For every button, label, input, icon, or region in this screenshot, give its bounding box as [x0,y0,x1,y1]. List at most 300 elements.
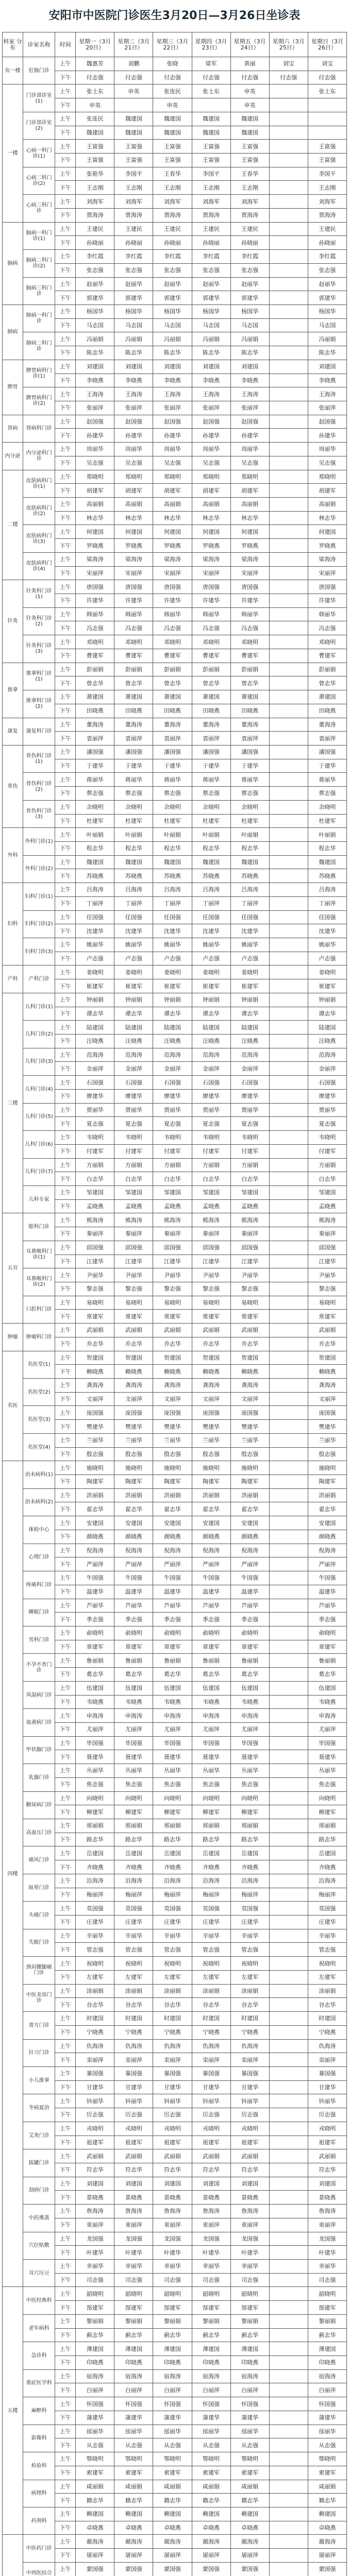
doctor-cell: 杨国华 [153,304,192,318]
time-cell: 上午 [55,1957,76,1971]
doctor-cell: 汪晓燕 [153,1035,192,1048]
doctor-cell: 宋丽萍 [114,566,153,580]
doctor-cell: 丛丽华 [153,1764,192,1778]
doctor-cell [269,841,308,855]
header-day-thu: 星期四（3月23日） [192,32,230,57]
doctor-cell: 尤丽萍 [230,1722,269,1736]
doctor-cell: 石国强 [76,1076,114,1090]
table-row [3,2149,347,2163]
time-cell: 上午 [55,828,76,842]
time-cell: 上午 [55,1654,76,1668]
doctor-cell: 杨国华 [192,304,230,318]
doctor-cell [269,1502,308,1516]
doctor-cell: 熊海涛 [76,1213,114,1227]
doctor-cell [269,498,308,512]
doctor-cell: 姚丽华 [308,938,346,952]
doctor-cell: 谭志华 [76,1007,114,1021]
dept-cell: 肾病 [3,415,23,442]
doctor-cell: 赵国强 [76,415,114,429]
doctor-cell: 从志强 [230,2438,269,2452]
doctor-cell: 黎丽娟 [76,2314,114,2328]
doctor-cell: 庄建华 [192,1916,230,1929]
time-cell: 上午 [55,2287,76,2301]
doctor-cell: 时建国 [114,2012,153,2026]
doctor-cell: 林志华 [153,511,192,525]
doctor-cell: 芦丽华 [114,1599,153,1613]
doctor-cell: 蒙国强 [114,2562,153,2576]
doctor-cell: 王志刚 [153,181,192,195]
doctor-cell: 文丽萍 [153,1392,192,1406]
doctor-cell: 邰丽华 [192,2425,230,2438]
doctor-cell: 鲁丽娟 [308,1654,346,1668]
table-row [3,580,347,594]
table-row [3,2452,347,2466]
doctor-cell: 龙国强 [230,2232,269,2246]
doctor-cell: 王海涛 [76,387,114,401]
doctor-cell: 倪海涛 [153,1544,192,1557]
doctor-cell: 江建华 [308,1255,346,1268]
clinic-cell: 治未病科(2) [23,1488,55,1516]
time-cell: 上午 [55,2397,76,2411]
table-row [3,1846,347,1860]
doctor-cell: 杨国华 [308,304,346,318]
time-cell: 下午 [55,1916,76,1929]
time-cell: 上午 [55,580,76,594]
doctor-cell: 邢丽娟 [76,1819,114,1833]
table-row [3,1185,347,1199]
doctor-cell: 田晓燕 [308,704,346,718]
time-cell: 下午 [55,1777,76,1791]
clinic-cell: 皮肤病科门诊(2) [23,498,55,525]
doctor-cell: 柳建军 [230,1805,269,1819]
doctor-cell [269,910,308,924]
doctor-cell: 白丽萍 [230,2383,269,2397]
clinic-cell: 疼痛科门诊 [23,1571,55,1599]
doctor-cell: 夏志强 [114,1117,153,1131]
time-cell: 上午 [55,1929,76,1943]
doctor-cell: 杜建军 [192,814,230,828]
table-row [3,2205,347,2218]
doctor-cell [308,98,346,112]
doctor-cell [269,2177,308,2191]
doctor-cell: 魏建国 [153,112,192,126]
doctor-cell: 吕海涛 [230,883,269,897]
dept-cell: 五楼 [3,2287,23,2535]
table-row [3,1076,347,1090]
doctor-cell: 刘宝 [308,57,346,71]
doctor-cell: 司志强 [192,2273,230,2287]
doctor-cell: 魏建国 [192,112,230,126]
doctor-cell: 焦志强 [230,1777,269,1791]
time-cell: 上午 [55,2480,76,2494]
doctor-cell [269,2218,308,2232]
doctor-cell: 安建国 [192,1516,230,1530]
clinic-cell: 脑病三科门诊 [23,277,55,304]
doctor-cell: 时建国 [230,2012,269,2026]
time-cell: 上午 [55,498,76,512]
doctor-cell [269,181,308,195]
doctor-cell: 贺建国 [114,1351,153,1365]
doctor-cell: 熊海涛 [230,1213,269,1227]
clinic-cell: 中医药门诊 [23,2535,55,2562]
doctor-cell: 芦丽华 [192,1599,230,1613]
doctor-cell: 周丽华 [76,443,114,456]
doctor-cell: 任国强 [114,910,153,924]
doctor-cell: 孙晓丽 [76,236,114,250]
doctor-cell [269,1777,308,1791]
doctor-cell: 俞晓明 [153,1626,192,1640]
doctor-cell: 龚海涛 [114,1379,153,1393]
table-row [3,304,347,318]
time-cell: 上午 [55,690,76,704]
doctor-cell: 樊建华 [114,1420,153,1434]
doctor-cell: 贾丽华 [230,1103,269,1117]
doctor-cell: 岳建国 [114,1846,153,1860]
doctor-cell [269,1144,308,1158]
doctor-cell: 邱国强 [308,1241,346,1255]
clinic-cell: 儿科专家 [23,1185,55,1213]
doctor-cell [269,1709,308,1723]
doctor-cell: 陈志华 [308,346,346,360]
doctor-cell: 沿海涛 [114,1874,153,1888]
doctor-cell [269,1213,308,1227]
doctor-cell: 祝晓明 [230,1957,269,1971]
time-cell: 下午 [55,1833,76,1846]
doctor-cell: 季志强 [76,1613,114,1626]
doctor-cell [269,690,308,704]
doctor-cell: 林志华 [230,511,269,525]
time-cell: 下午 [55,1860,76,1874]
doctor-cell: 沈建华 [153,924,192,938]
time-cell: 下午 [55,1750,76,1764]
doctor-cell: 胡建军 [114,484,153,498]
doctor-cell: 姜晓明 [153,965,192,979]
doctor-cell: 祖建军 [192,2136,230,2149]
doctor-cell [269,1337,308,1351]
doctor-cell: 王春华 [153,167,192,181]
doctor-cell: 袁丽萍 [114,732,153,745]
doctor-cell: 幸丽华 [308,2260,346,2274]
time-cell: 下午 [55,1557,76,1571]
doctor-cell: 岳建国 [153,1846,192,1860]
doctor-cell: 黎丽娟 [192,2314,230,2328]
doctor-cell: 唐国强 [76,580,114,594]
doctor-cell: 屠丽萍 [308,2549,346,2563]
doctor-cell: 廖建华 [114,1089,153,1103]
doctor-cell: 郑晓明 [76,470,114,484]
doctor-cell: 方丽娟 [192,1158,230,1172]
doctor-cell: 厉志强 [153,2108,192,2122]
clinic-cell: 颈肩腰腿痛门诊 [23,1957,55,1984]
doctor-cell: 蔡志强 [76,787,114,801]
doctor-cell: 厉志强 [308,2108,346,2122]
clinic-cell: 肺病二科门诊 [23,332,55,360]
doctor-cell: 刘海军 [230,195,269,209]
doctor-cell: 景晓燕 [308,2191,346,2205]
doctor-cell: 屠丽萍 [76,2549,114,2563]
doctor-cell: 钟丽娟 [153,993,192,1007]
doctor-cell [269,1943,308,1957]
doctor-cell: 陈志华 [76,346,114,360]
doctor-cell: 乔志华 [153,1337,192,1351]
doctor-cell: 贾海涛 [76,208,114,222]
clinic-cell: 皮肤病科门诊(3) [23,525,55,552]
doctor-cell: 江建华 [192,1255,230,1268]
doctor-cell: 章建军 [76,1640,114,1654]
doctor-cell: 贺建国 [153,1351,192,1365]
doctor-cell: 于建华 [114,759,153,773]
time-cell: 下午 [55,291,76,305]
time-cell: 下午 [55,539,76,553]
doctor-cell: 蒙国强 [153,2562,192,2576]
header-day-fri: 星期五（3月24日） [230,32,269,57]
doctor-cell: 赵国强 [114,415,153,429]
doctor-cell: 景晓燕 [114,2191,153,2205]
doctor-cell: 赵丽华 [230,277,269,291]
doctor-cell: 季志强 [308,1613,346,1626]
doctor-cell: 钟丽娟 [308,993,346,1007]
doctor-cell: 王海涛 [153,387,192,401]
doctor-cell [269,2080,308,2094]
doctor-cell: 田晓燕 [114,704,153,718]
doctor-cell: 白志华 [76,1172,114,1186]
doctor-cell: 吴志强 [230,456,269,470]
doctor-cell: 尤丽萍 [114,1722,153,1736]
doctor-cell [114,98,153,112]
doctor-cell: 牛国强 [153,1571,192,1585]
clinic-cell: 肾病科门诊 [23,415,55,442]
doctor-cell [269,1351,308,1365]
doctor-cell [269,1998,308,2012]
doctor-cell: 邰丽华 [76,2425,114,2438]
doctor-cell [269,1874,308,1888]
doctor-cell: 魏建国 [230,855,269,869]
doctor-cell: 黎志强 [153,1282,192,1296]
doctor-cell: 倪海涛 [192,1544,230,1557]
doctor-cell: 赵丽华 [153,277,192,291]
doctor-cell: 余晓明 [230,800,269,814]
time-cell: 下午 [55,979,76,993]
doctor-cell [269,1172,308,1186]
doctor-cell: 怀国强 [153,2397,192,2411]
doctor-cell [269,607,308,621]
doctor-cell [269,539,308,553]
doctor-cell: 许建华 [153,594,192,608]
doctor-cell [269,2205,308,2218]
doctor-cell: 马志国 [153,318,192,332]
doctor-cell [269,525,308,539]
doctor-cell: 章建军 [308,1640,346,1654]
doctor-cell: 李红霞 [114,250,153,264]
table-row [3,855,347,869]
doctor-cell: 萧建国 [192,690,230,704]
doctor-cell: 赖建国 [76,2507,114,2521]
doctor-cell: 涂丽娟 [76,1984,114,1998]
doctor-cell: 蔺海涛 [114,2535,153,2549]
table-row [3,222,347,236]
doctor-cell: 石国强 [308,1076,346,1090]
doctor-cell: 齐晓燕 [76,1860,114,1874]
doctor-cell: 厉志强 [114,2108,153,2122]
doctor-cell [269,1227,308,1241]
doctor-cell: 常建军 [230,1310,269,1324]
doctor-cell: 沈建华 [76,924,114,938]
doctor-cell: 莫国强 [76,1902,114,1916]
table-row [3,1709,347,1723]
doctor-cell: 仇海涛 [114,2039,153,2053]
doctor-cell: 冯丽娟 [230,332,269,346]
doctor-cell: 幸丽华 [153,2260,192,2274]
time-cell: 下午 [55,1420,76,1434]
doctor-cell: 许建华 [308,594,346,608]
doctor-cell: 邹建国 [153,1185,192,1199]
doctor-cell: 刘海军 [192,195,230,209]
doctor-cell: 路志华 [230,1833,269,1846]
doctor-cell: 韦晓燕 [230,1695,269,1709]
doctor-cell: 邢丽娟 [114,1819,153,1833]
doctor-cell: 吕海涛 [192,883,230,897]
doctor-cell: 韶晓明 [114,2287,153,2301]
doctor-cell: 蔺海涛 [308,2535,346,2549]
doctor-cell: 梁海涛 [76,552,114,566]
doctor-cell: 彭丽娟 [308,663,346,676]
doctor-cell: 龙国强 [114,2232,153,2246]
time-cell: 上午 [55,2094,76,2108]
doctor-cell: 丛丽华 [114,1764,153,1778]
doctor-cell: 索建军 [308,2466,346,2480]
doctor-cell [269,1158,308,1172]
doctor-cell [269,1406,308,1420]
doctor-cell: 樊建华 [230,1420,269,1434]
table-row [3,1461,347,1475]
doctor-cell: 沈建华 [114,924,153,938]
doctor-cell: 金丽萍 [153,1062,192,1076]
doctor-cell: 谭志华 [192,1007,230,1021]
clinic-cell: 睡眠门诊 [23,1599,55,1626]
doctor-cell: 蒋丽华 [308,773,346,787]
doctor-cell: 林志华 [308,511,346,525]
doctor-cell: 鲁丽娟 [230,1654,269,1668]
time-cell: 上午 [55,1406,76,1420]
doctor-cell: 孙建华 [308,429,346,443]
doctor-cell: 郑晓明 [192,470,230,484]
doctor-cell: 马志国 [308,318,346,332]
doctor-cell: 魏建国 [308,855,346,869]
time-cell: 下午 [55,952,76,965]
doctor-cell: 何建国 [153,525,192,539]
doctor-cell: 高丽娟 [114,498,153,512]
doctor-cell: 任国强 [192,910,230,924]
doctor-cell: 程志华 [114,841,153,855]
doctor-cell: 胡建军 [192,484,230,498]
doctor-cell: 牛国强 [308,1571,346,1585]
doctor-cell: 曹建军 [230,649,269,663]
doctor-cell: 庞国强 [76,1406,114,1420]
clinic-cell: 肺病一科门诊 [23,304,55,332]
time-cell: 上午 [55,2535,76,2549]
doctor-cell: 毕国强 [114,1736,153,1750]
table-row [3,84,347,98]
time-cell: 上午 [55,965,76,979]
doctor-cell: 赖建国 [192,2507,230,2521]
doctor-cell [269,484,308,498]
doctor-cell: 龚海涛 [230,1379,269,1393]
doctor-cell: 柳建军 [153,1805,192,1819]
doctor-cell [269,2369,308,2383]
doctor-cell [269,1076,308,1090]
time-cell: 上午 [55,1433,76,1447]
doctor-cell: 宁晓燕 [308,2025,346,2039]
doctor-cell: 方丽娟 [114,1158,153,1172]
doctor-cell [269,1420,308,1434]
doctor-cell [269,1750,308,1764]
doctor-cell: 戎晓明 [308,2122,346,2136]
doctor-cell: 程志华 [192,841,230,855]
doctor-cell: 苏晓燕 [192,869,230,883]
doctor-cell: 牛国强 [192,1571,230,1585]
table-row [3,498,347,512]
doctor-cell: 戎晓明 [153,2122,192,2136]
doctor-cell: 谭志华 [153,1007,192,1021]
doctor-cell: 梅丽萍 [308,1888,346,1902]
doctor-cell: 潘国强 [114,745,153,759]
doctor-cell: 贾海涛 [114,208,153,222]
doctor-cell: 莫国强 [153,1902,192,1916]
doctor-cell: 吕海涛 [76,883,114,897]
doctor-cell: 甘建华 [308,2080,346,2094]
doctor-cell [269,1379,308,1393]
doctor-cell: 付志强 [114,71,153,84]
clinic-cell: 脑病一科门诊(1) [23,222,55,249]
doctor-cell [269,1916,308,1929]
time-cell: 下午 [55,2301,76,2315]
table-row [3,1241,347,1255]
doctor-cell: 杨国华 [76,304,114,318]
clinic-cell: 眩晕门诊 [23,1874,55,1901]
doctor-cell [269,304,308,318]
clinic-cell: 妇科门诊(3) [23,938,55,965]
doctor-cell: 黎志强 [76,1282,114,1296]
doctor-cell [269,1433,308,1447]
time-cell: 上午 [55,1296,76,1310]
doctor-cell: 罗晓燕 [192,539,230,553]
doctor-cell: 怀国强 [76,2397,114,2411]
time-cell: 下午 [55,676,76,690]
doctor-cell: 白丽萍 [153,2383,192,2397]
doctor-cell: 冯丽娟 [114,332,153,346]
doctor-cell [269,1103,308,1117]
time-cell: 上午 [55,1764,76,1778]
doctor-cell: 王海涛 [192,387,230,401]
doctor-cell [269,1475,308,1489]
doctor-cell [269,732,308,745]
doctor-cell: 申海涛 [76,1709,114,1723]
doctor-cell: 涂丽娟 [153,1984,192,1998]
time-cell: 上午 [55,1902,76,1916]
doctor-cell: 左建军 [76,1970,114,1984]
clinic-cell: 儿科门诊(1) [23,993,55,1020]
doctor-cell: 邱国强 [192,1241,230,1255]
doctor-cell: 白丽萍 [114,2383,153,2397]
table-row [3,1351,347,1365]
doctor-cell: 马志国 [192,318,230,332]
doctor-cell: 何建国 [230,525,269,539]
doctor-cell: 蓟志华 [192,2328,230,2342]
clinic-cell: 皮肤病科门诊(4) [23,552,55,580]
time-cell: 下午 [55,704,76,718]
table-row [3,415,347,429]
doctor-cell: 殷志强 [230,1447,269,1461]
